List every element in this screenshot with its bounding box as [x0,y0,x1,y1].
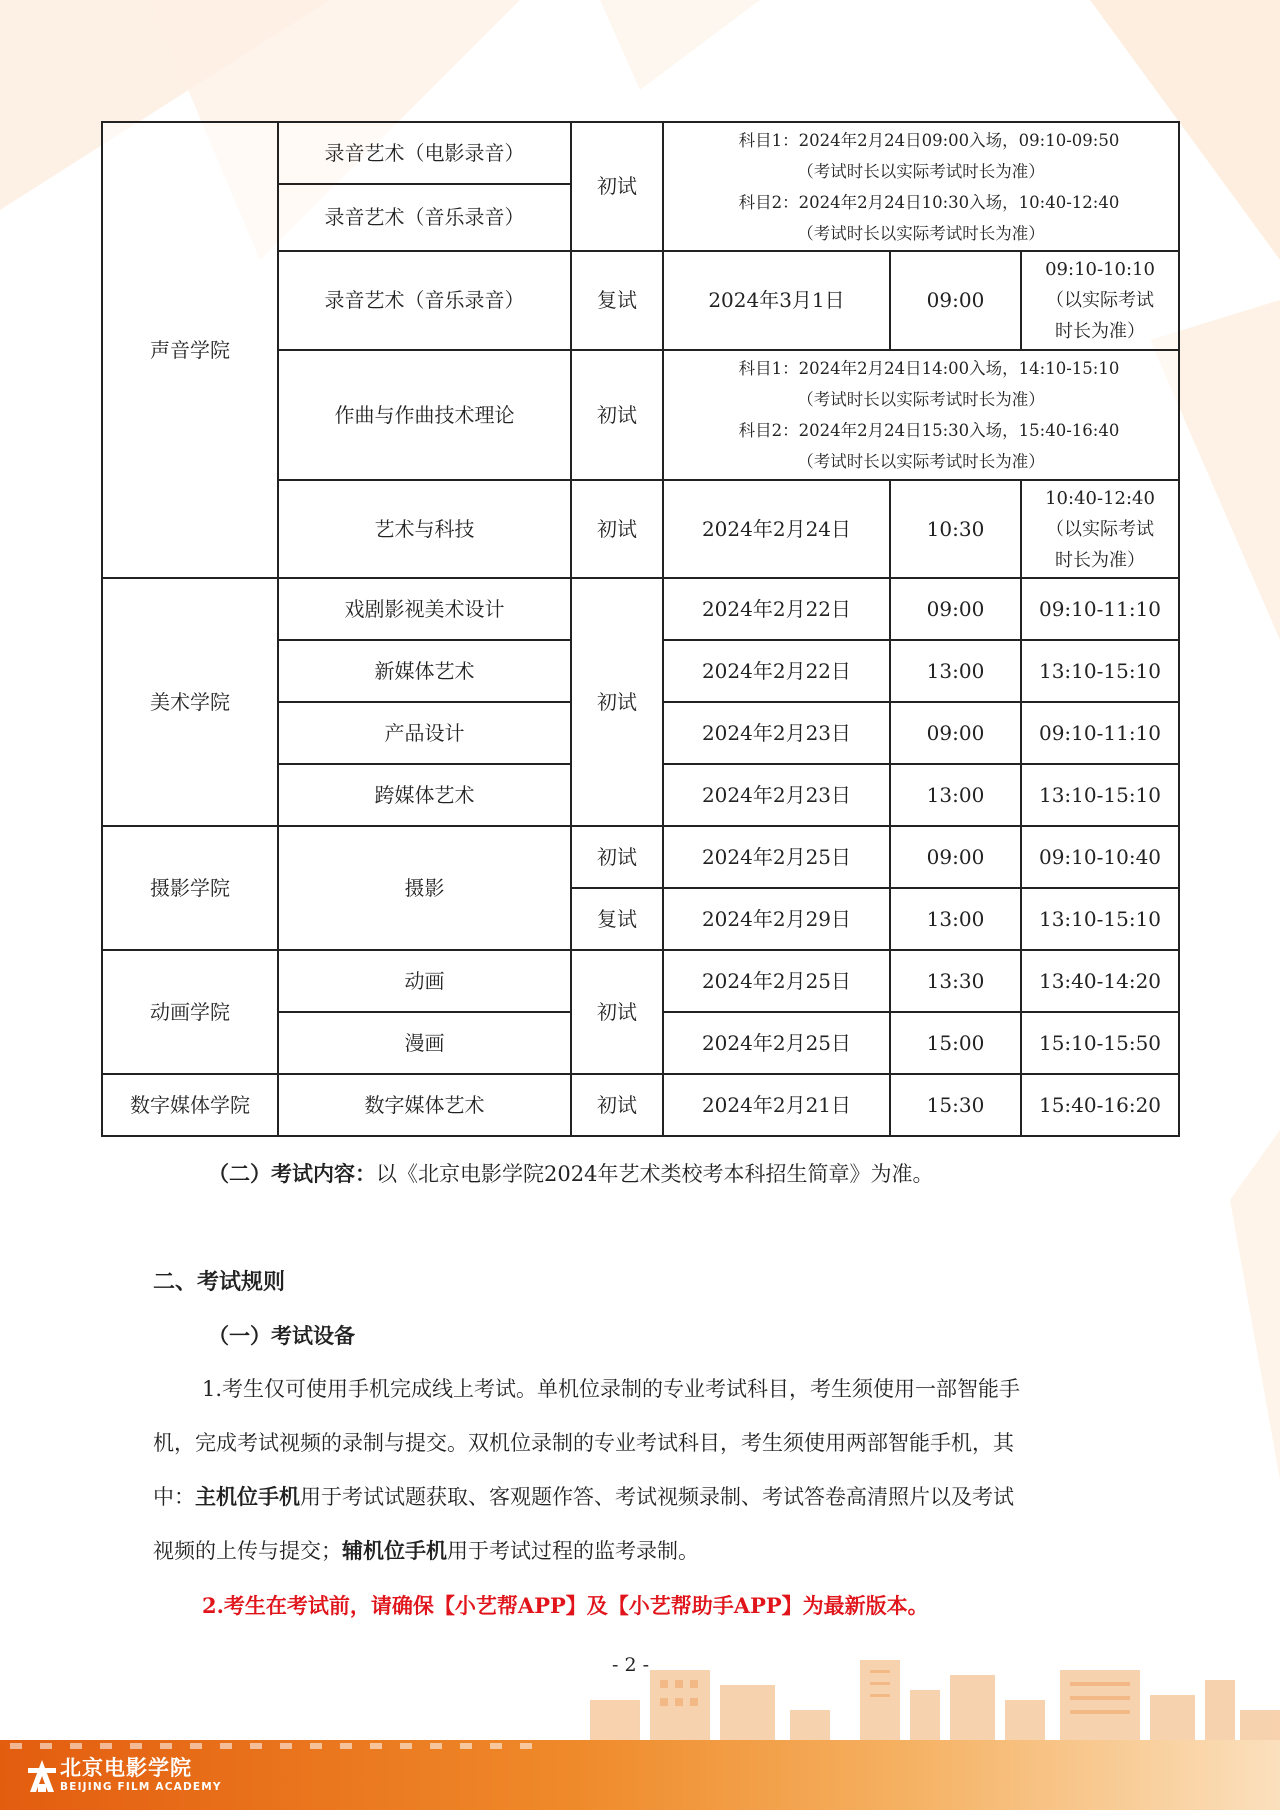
major-cell: 录音艺术（音乐录音） [278,251,571,350]
notes-cell [663,122,1179,251]
stage-cell: 初试 [571,826,663,888]
entry-time-cell: 09:00 [890,826,1021,888]
note-line: 科目2：2024年2月24日15:30入场，15:40-16:40 [738,421,1120,440]
major-cell: 作曲与作曲技术理论 [278,350,571,480]
time-line: （以实际考试 [1046,290,1154,311]
date-cell: 2024年2月25日 [663,950,890,1012]
exam-content-note [208,1158,933,1188]
note-line: 科目2：2024年2月24日10:30入场，10:40-12:40 [738,192,1120,212]
exam-time-cell [1021,480,1179,578]
table-row [102,1074,1179,1136]
note-line: 科目1：2024年2月24日09:00入场，09:10-09:50 [738,130,1120,150]
table-row [102,122,1179,184]
date-cell: 2024年2月23日 [663,764,890,826]
college-cell: 声音学院 [102,122,278,578]
time-line: 时长为准） [1055,549,1145,571]
subsection-heading: （一）考试设备 [208,1323,355,1348]
page-number: - 2 - [612,1654,650,1676]
paragraph-line [153,1481,1014,1511]
note-line: （考试时长以实际考试时长为准） [797,452,1045,471]
stage-cell: 初试 [571,480,663,578]
major-cell: 产品设计 [278,702,571,764]
section-heading: 二、考试规则 [153,1269,286,1295]
text-segment: 用于考试试题获取、客观题作答、考试视频录制、考试答卷高清照片以及考试 [300,1485,1014,1509]
exam-time-cell: 13:40-14:20 [1021,950,1179,1012]
college-cell: 美术学院 [102,578,278,826]
date-cell: 2024年2月25日 [663,1012,890,1074]
college-cell: 摄影学院 [102,826,278,950]
exam-time-cell: 13:10-15:10 [1021,640,1179,702]
paragraph-line: 1.考生仅可使用手机完成线上考试。单机位录制的专业考试科目，考生须使用一部智能手 [202,1377,1021,1401]
entry-time-cell: 13:00 [890,640,1021,702]
text-segment: 中： [153,1485,195,1509]
entry-time-cell: 09:00 [890,702,1021,764]
exam-time-cell: 13:10-15:10 [1021,764,1179,826]
college-cell: 数字媒体学院 [102,1074,278,1136]
paragraph-line: 机，完成考试视频的录制与提交。双机位录制的专业考试科目，考生须使用两部智能手机，其 [153,1431,1014,1455]
major-cell: 漫画 [278,1012,571,1074]
time-line: 10:40-12:40 [1045,487,1155,509]
stage-cell: 复试 [571,888,663,950]
entry-time-cell: 10:30 [890,480,1021,578]
entry-time-cell: 13:00 [890,764,1021,826]
time-line: 时长为准） [1055,321,1145,342]
stage-cell: 复试 [571,251,663,350]
major-cell: 戏剧影视美术设计 [278,578,571,640]
major-cell: 录音艺术（音乐录音） [278,184,571,251]
exam-time-cell: 09:10-10:40 [1021,826,1179,888]
exam-time-cell: 09:10-11:10 [1021,578,1179,640]
date-cell: 2024年2月25日 [663,826,890,888]
time-line: （以实际考试 [1046,518,1154,540]
date-cell: 2024年2月22日 [663,578,890,640]
exam-time-cell [1021,251,1179,350]
city-skyline-illustration [560,1640,1280,1750]
note-line: （考试时长以实际考试时长为准） [797,161,1045,181]
entry-time-cell: 13:30 [890,950,1021,1012]
table-row [102,950,1179,1012]
table-row [102,826,1179,888]
text-segment: 视频的上传与提交； [153,1539,342,1563]
entry-time-cell: 13:00 [890,888,1021,950]
major-cell: 新媒体艺术 [278,640,571,702]
date-cell: 2024年2月24日 [663,480,890,578]
exam-schedule-table [101,121,1180,1137]
note-line: 科目1：2024年2月24日14:00入场，14:10-15:10 [738,359,1120,378]
stage-cell: 初试 [571,350,663,480]
paragraph-line [153,1535,699,1565]
text-segment: 用于考试过程的监考录制。 [447,1539,699,1563]
exam-time-cell: 15:40-16:20 [1021,1074,1179,1136]
notes-cell [663,350,1179,480]
stage-cell: 初试 [571,1074,663,1136]
logo-name-cn: 北京电影学院 [60,1756,192,1780]
exam-time-cell: 09:10-11:10 [1021,702,1179,764]
stage-cell: 初试 [571,122,663,251]
date-cell: 2024年3月1日 [663,251,890,350]
note-line: （考试时长以实际考试时长为准） [797,223,1045,243]
major-cell: 数字媒体艺术 [278,1074,571,1136]
entry-time-cell: 09:00 [890,578,1021,640]
exam-content-label: （二）考试内容： [208,1161,376,1186]
date-cell: 2024年2月22日 [663,640,890,702]
exam-time-cell: 13:10-15:10 [1021,888,1179,950]
main-phone-term: 主机位手机 [195,1484,300,1509]
major-cell: 动画 [278,950,571,1012]
date-cell: 2024年2月21日 [663,1074,890,1136]
major-cell: 跨媒体艺术 [278,764,571,826]
date-cell: 2024年2月29日 [663,888,890,950]
entry-time-cell: 09:00 [890,251,1021,350]
table-row [102,578,1179,640]
time-line: 09:10-10:10 [1045,259,1155,280]
exam-time-cell: 15:10-15:50 [1021,1012,1179,1074]
aux-phone-term: 辅机位手机 [342,1538,447,1563]
exam-content-text: 以《北京电影学院2024年艺术类校考本科招生简章》为准。 [376,1162,934,1186]
entry-time-cell: 15:00 [890,1012,1021,1074]
stage-cell: 初试 [571,578,663,826]
note-line: （考试时长以实际考试时长为准） [797,390,1045,409]
major-cell: 摄影 [278,826,571,950]
entry-time-cell: 15:30 [890,1074,1021,1136]
college-cell: 动画学院 [102,950,278,1074]
app-version-notice: 2.考生在考试前，请确保【小艺帮APP】及【小艺帮助手APP】为最新版本。 [202,1593,929,1618]
logo-name-en: BEIJING FILM ACADEMY [60,1781,222,1793]
stage-cell: 初试 [571,950,663,1074]
major-cell: 艺术与科技 [278,480,571,578]
major-cell: 录音艺术（电影录音） [278,122,571,184]
date-cell: 2024年2月23日 [663,702,890,764]
